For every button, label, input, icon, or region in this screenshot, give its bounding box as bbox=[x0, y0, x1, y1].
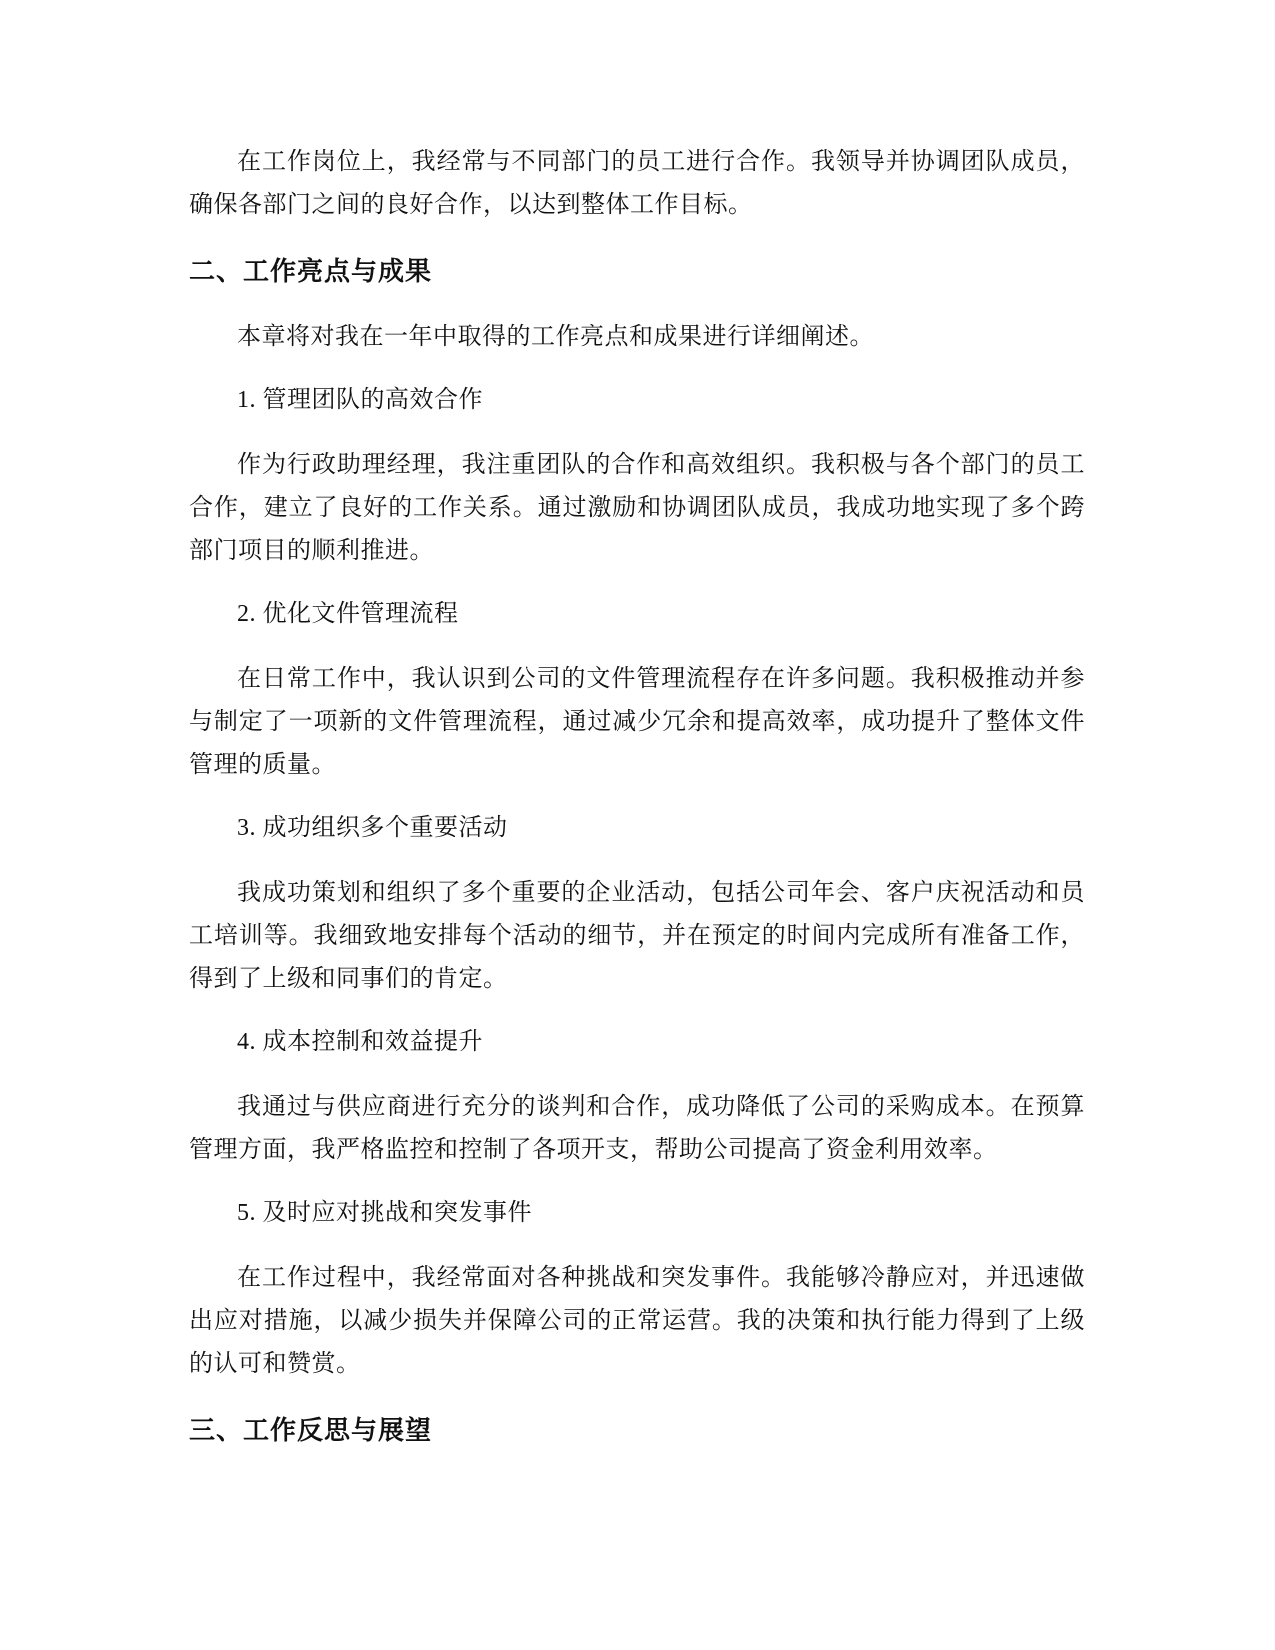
item-5-title: 5. 及时应对挑战和突发事件 bbox=[237, 1200, 532, 1226]
section-2-heading: 二、工作亮点与成果 bbox=[189, 257, 433, 287]
intro-paragraph: 在工作岗位上，我经常与不同部门的员工进行合作。我领导并协调团队成员，确保各部门之间的良好合作，以达到整体工作目标。 bbox=[189, 147, 1085, 218]
item-1-title: 1. 管理团队的高效合作 bbox=[237, 387, 483, 413]
document-body bbox=[189, 140, 1085, 1453]
item-4-title: 4. 成本控制和效益提升 bbox=[237, 1029, 483, 1055]
item-3-body: 我成功策划和组织了多个重要的企业活动，包括公司年会、客户庆祝活动和员工培训等。我细致地安排每个活动的细节，并在预定的时间内完成所有准备工作，得到了上级和同事们的肯定。 bbox=[189, 878, 1085, 992]
item-1-body: 作为行政助理经理，我注重团队的合作和高效组织。我积极与各个部门的员工合作，建立了良好的工作关系。通过激励和协调团队成员，我成功地实现了多个跨部门项目的顺利推进。 bbox=[189, 450, 1085, 564]
item-2-body: 在日常工作中，我认识到公司的文件管理流程存在许多问题。我积极推动并参与制定了一项新的文件管理流程，通过减少冗余和提高效率，成功提升了整体文件管理的质量。 bbox=[189, 664, 1085, 778]
section-2-lead-paragraph: 本章将对我在一年中取得的工作亮点和成果进行详细阐述。 bbox=[237, 322, 874, 350]
item-2-title: 2. 优化文件管理流程 bbox=[237, 601, 459, 627]
section-3-heading: 三、工作反思与展望 bbox=[189, 1416, 433, 1446]
item-5-body: 在工作过程中，我经常面对各种挑战和突发事件。我能够冷静应对，并迅速做出应对措施，以减少损失并保障公司的正常运营。我的决策和执行能力得到了上级的认可和赞赏。 bbox=[189, 1263, 1085, 1377]
item-4-body: 我通过与供应商进行充分的谈判和合作，成功降低了公司的采购成本。在预算管理方面，我严格监控和控制了各项开支，帮助公司提高了资金利用效率。 bbox=[189, 1092, 1085, 1163]
item-3-title: 3. 成功组织多个重要活动 bbox=[237, 815, 508, 841]
